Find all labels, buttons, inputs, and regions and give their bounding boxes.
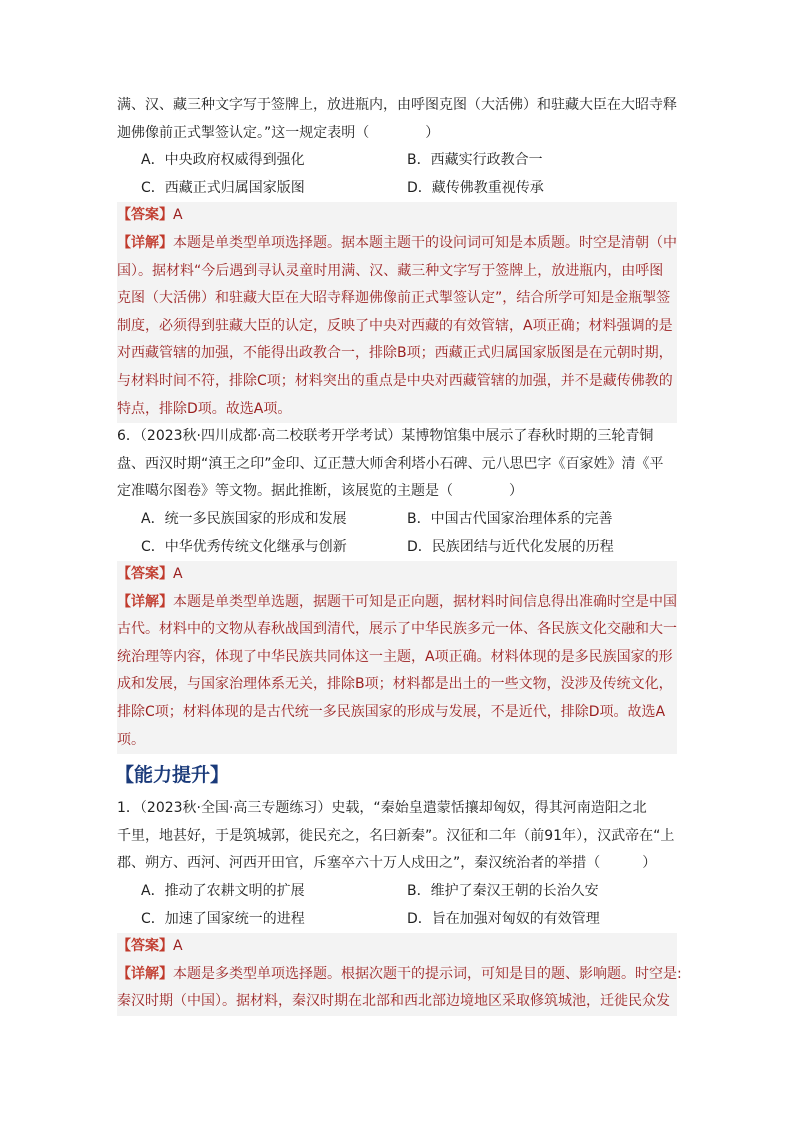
- question-stem-line: 定准噶尔图卷》等文物。据此推断，该展览的主题是（ ）: [117, 483, 523, 500]
- explain-text: 本题是多类型单项选择题。根据次题干的提示词，可知是目的题、影响题。时空是:: [173, 965, 682, 982]
- option-b: B．西藏实行政教合一: [407, 152, 543, 169]
- option-c: C．中华优秀传统文化继承与创新: [141, 538, 347, 555]
- option-d: D．民族团结与近代化发展的历程: [407, 538, 614, 555]
- explain-line: 成和发展，与国家治理体系无关，排除B项；材料都是出土的一些文物，没涉及传统文化，: [117, 676, 673, 693]
- answer-block: [117, 933, 682, 1016]
- explain-line: 统治理等内容，体现了中华民族共同体这一主题，A项正确。材料体现的是多民族国家的形: [117, 648, 673, 665]
- answer-tag: 【答案】: [117, 207, 173, 224]
- question-5: [117, 92, 677, 423]
- explain-line: 克图（大活佛）和驻藏大臣在大昭寺释迦佛像前正式掣签认定”，结合所学可知是金瓶掣签: [117, 290, 671, 307]
- section-heading: 【能力提升】: [115, 764, 230, 787]
- answer-value: A: [173, 207, 183, 224]
- explain-line: 排除C项；材料体现的是古代统一多民族国家的形成与发展，不是近代，排除D项。故选A: [117, 704, 666, 721]
- answer-line: [117, 933, 677, 961]
- explain-line: [117, 230, 677, 258]
- question-6: [117, 423, 677, 754]
- option-c: C．西藏正式归属国家版图: [141, 179, 305, 196]
- option-a: A．推动了农耕文明的扩展: [141, 883, 305, 900]
- explain-line: 特点，排除D项。故选A项。: [117, 400, 292, 417]
- options-grid: [117, 878, 677, 933]
- document-page: [115, 92, 682, 1016]
- explain-line: [117, 961, 682, 989]
- explain-line: 制度，必须得到驻藏大臣的认定，反映了中央对西藏的有效管辖，A项正确；材料强调的是: [117, 317, 673, 334]
- explain-tag: 【详解】: [117, 593, 173, 610]
- explain-tag: 【详解】: [117, 965, 173, 982]
- option-d: D．旨在加强对匈奴的有效管理: [407, 910, 600, 927]
- option-a: A．中央政府权威得到强化: [141, 152, 305, 169]
- answer-block: [117, 561, 677, 754]
- explain-line: 古代。材料中的文物从春秋战国到清代，展示了中华民族多元一体、各民族文化交融和大一: [117, 621, 677, 638]
- answer-tag: 【答案】: [117, 566, 173, 583]
- answer-line: [117, 561, 677, 589]
- question-stem-line: 满、汉、藏三种文字写于签牌上，放进瓶内，由呼图克图（大活佛）和驻藏大臣在大昭寺释: [117, 97, 677, 113]
- option-c: C．加速了国家统一的进程: [141, 910, 305, 927]
- answer-block: [117, 202, 677, 423]
- question-stem-line: 1．（2023秋·全国·高三专题练习）史载，“秦始皇遣蒙恬攘却匈奴，得其河南造阳之北: [117, 800, 647, 817]
- option-b: B．维护了秦汉王朝的长治久安: [407, 883, 599, 900]
- explain-line: 项。: [117, 731, 145, 748]
- answer-tag: 【答案】: [117, 938, 173, 955]
- explain-line: [117, 589, 677, 617]
- explain-text: 本题是单类型单项选择题。据本题主题干的设问词可知是本质题。时空是清朝（中: [173, 234, 677, 251]
- question-stem-line: 盘、西汉时期“滇王之印”金印、辽正慧大师舍利塔小石碑、元八思巴字《百家姓》清《平: [117, 455, 664, 472]
- option-a: A．统一多民族国家的形成和发展: [141, 510, 347, 527]
- explain-line: 对西藏管辖的加强，不能得出政教合一，排除B项；西藏正式归属国家版图是在元朝时期，: [117, 345, 673, 362]
- question-stem-line: 郡、朔方、西河、河西开田官，斥塞卒六十万人戍田之”，秦汉统治者的举措（ ）: [117, 855, 657, 872]
- explain-tag: 【详解】: [117, 234, 173, 251]
- question-stem-line: 千里，地甚好，于是筑城郭，徙民充之，名曰新秦”。汉征和二年（前91年），汉武帝在“上: [117, 827, 675, 844]
- explain-line: 与材料时间不符，排除C项；材料突出的重点是中央对西藏管辖的加强，并不是藏传佛教的: [117, 372, 673, 389]
- explain-line: 国）。据材料“今后遇到寻认灵童时用满、汉、藏三种文字写于签牌上，放进瓶内，由呼图: [117, 262, 664, 279]
- answer-value: A: [173, 566, 183, 583]
- explain-text: 本题是单类型单选题，据题干可知是正向题，据材料时间信息得出准确时空是中国: [173, 593, 677, 610]
- explain-line: 秦汉时期（中国）。据材料，秦汉时期在北部和西北部边境地区采取修筑城池，迁徙民众发: [117, 993, 670, 1010]
- question-ability-1: [117, 795, 682, 1016]
- option-d: D．藏传佛教重视传承: [407, 179, 544, 196]
- options-grid: [117, 506, 677, 561]
- question-stem-line: 迦佛像前正式掣签认定。”这一规定表明（ ）: [117, 124, 440, 141]
- question-stem-line: 6．（2023秋·四川成都·高二校联考开学考试）某博物馆集中展示了春秋时期的三轮青铜: [117, 428, 654, 445]
- options-grid: [117, 147, 677, 202]
- answer-value: A: [173, 938, 183, 955]
- answer-line: [117, 202, 677, 230]
- option-b: B．中国古代国家治理体系的完善: [407, 510, 613, 527]
